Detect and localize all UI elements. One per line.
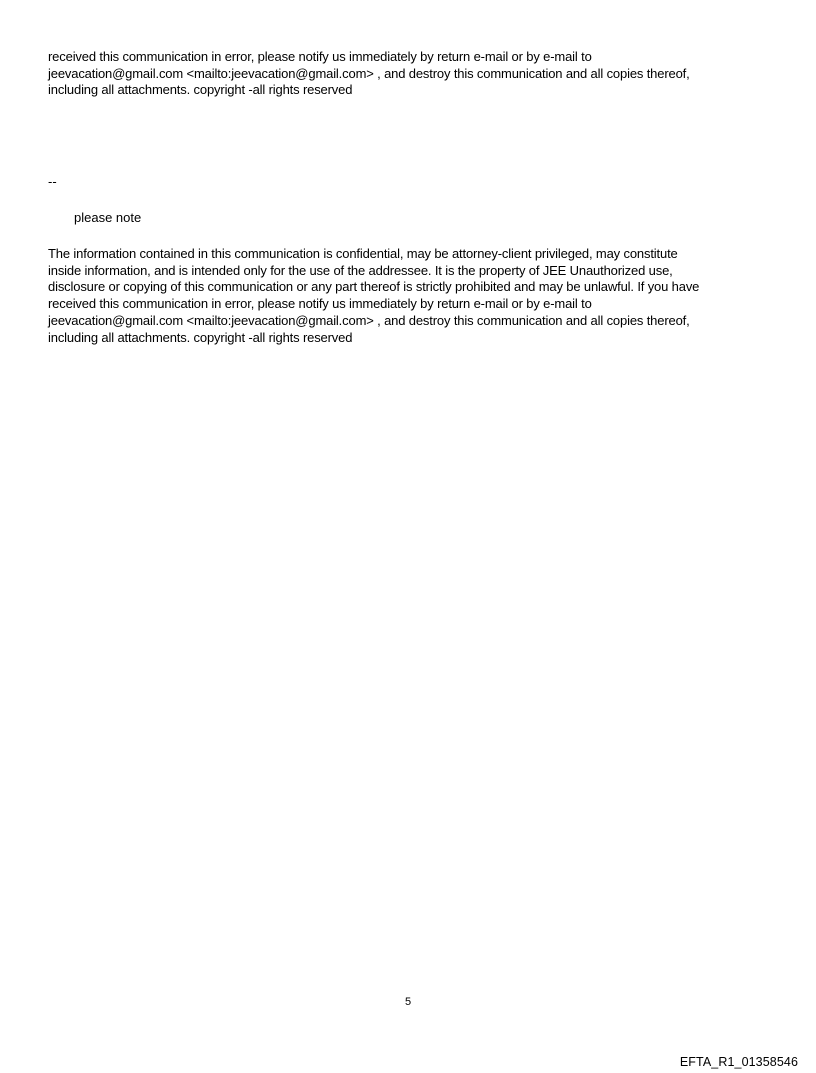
disclaimer-line: disclosure or copying of this communication or any part thereof is strictly prohibited and may be unlawful. If you have xyxy=(48,279,700,295)
disclaimer-line: including all attachments. copyright -all rights reserved xyxy=(48,82,353,98)
page-number: 5 xyxy=(404,996,412,1008)
note-heading: please note xyxy=(74,210,142,225)
disclaimer-line: received this communication in error, please notify us immediately by return e-mail or by e-mail to xyxy=(48,49,592,64)
disclaimer-line: inside information, and is intended only for the use of the addressee. It is the property of JEE Unauthorized use, xyxy=(48,262,673,278)
disclaimer-line: received this communication in error, please notify us immediately by return e-mail or by e-mail to xyxy=(48,296,592,312)
disclaimer-line: jeevacation@gmail.com <mailto:jeevacation@gmail.com> , and destroy this communication and all copies thereof, xyxy=(48,65,690,81)
document-id-stamp: EFTA_R1_01358546 xyxy=(679,1055,798,1069)
signature-separator: -- xyxy=(48,174,57,189)
confidentiality-disclaimer xyxy=(48,246,768,346)
disclaimer-line: The information contained in this communication is confidential, may be attorney-client privileged, may constitute xyxy=(48,246,678,261)
disclaimer-line: jeevacation@gmail.com <mailto:jeevacation@gmail.com> , and destroy this communication and all copies thereof, xyxy=(48,312,690,328)
disclaimer-continuation xyxy=(48,49,768,99)
disclaimer-line: including all attachments. copyright -all rights reserved xyxy=(48,329,353,345)
